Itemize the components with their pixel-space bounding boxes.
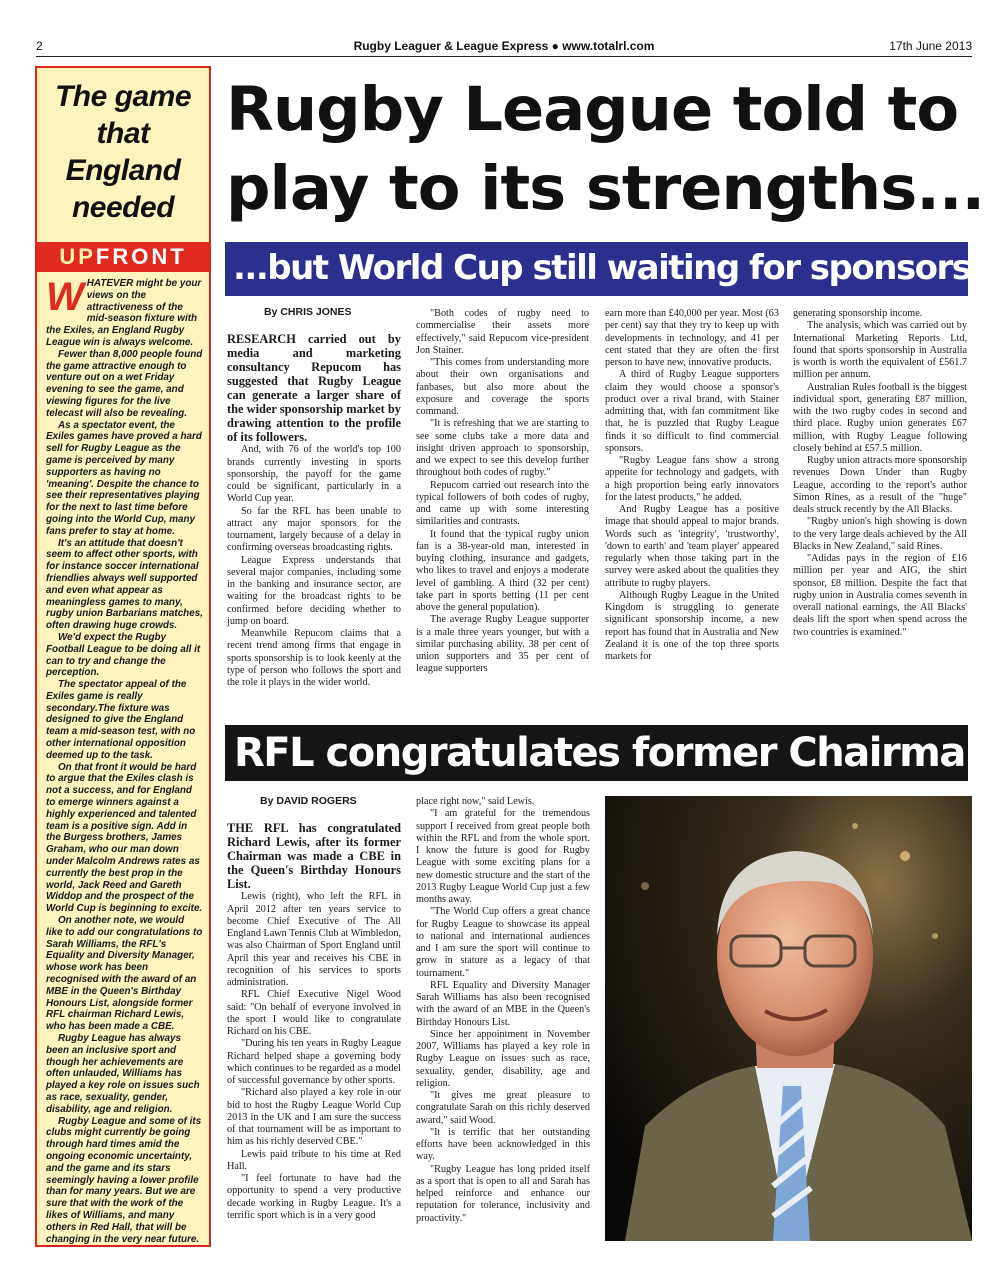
sidebar-paragraph: On that front it would be hard to argue that the Exiles clash is not a success, and for England to emerge winners against a highly experienced and talented team is a positive sign. Add in the Burgess brothers, James Graham, who our man down under Malcolm Andrews rates as currently the best prop in the world, Jack Reed and Gareth Widdop and the prospect of the World Cup is beginning to excite.: [46, 761, 203, 915]
upfront-sidebar: [35, 66, 211, 1247]
paragraph: "It is terrific that her outstanding efforts have been acknowledged in this way.: [416, 1126, 590, 1163]
paragraph: RFL Chief Executive Nigel Wood said: "On behalf of everyone involved in the sport I would like to congratulate Richard on his CBE.: [227, 989, 401, 1037]
publication-line: Rugby Leaguer & League Express ● www.totalrl.com: [353, 39, 655, 53]
sidebar-paragraph: Rugby League and some of its clubs might currently be going through hard times amid the ongoing economic uncertainty, and the game and its stars seemingly having a lower profile than for many years. But we are sure that with the work of the likes of Williams, and many others in Red Hall, that will be changing in the very near future.: [46, 1115, 202, 1245]
paragraph: "It gives me great pleasure to congratulate Sarah on this richly deserved award," said Wood.: [416, 1090, 590, 1126]
sidebar-paragraph: HATEVER might be your views on the attractiveness of the mid-season fixture with the Exiles, an England Rugby League win is always welcome.: [46, 278, 202, 348]
paragraph: The analysis, which was carried out by International Marketing Reports Ltd, found that sports sponsorship in Australia is worth is worth the equivalent of £561.7 million per annum.: [793, 320, 967, 381]
story-lead: RESEARCH carried out by media and marketing consultancy Repucom has suggested that Rugby League can generate a larger share of the wider sponsorship market by drawing attention to the profile of its followers.: [227, 332, 401, 445]
richard-lewis-photo: [605, 796, 972, 1241]
paragraph: Repucom carried out research into the typical followers of both codes of rugby, and came up with some interesting similarities and contrasts.: [416, 479, 589, 528]
paragraph: The average Rugby League supporter is a male three years younger, but with a similar purchasing ability. 38 per cent of union supporters and 35 per cent of league supporters: [416, 614, 589, 675]
paragraph: RFL Equality and Diversity Manager Sarah Williams has also been recognised with the award of an MBE in the Queen's Birthday Honours List.: [416, 979, 590, 1028]
paragraph: earn more than £40,000 per year. Most (63 per cent) say that they try to keep up with developments in technology, and 41 per cent stated that they are often the first person to have new, innovative products.: [605, 308, 779, 368]
paragraph: "Richard also played a key role in our bid to host the Rugby League World Cup 2013 in the UK and I am sure the success of that tournament will be as important to him as his richly deserved CBE.": [227, 1087, 401, 1148]
paragraph: "I feel fortunate to have had the opportunity to spend a very productive decade working in Rugby League. It's a terrific sport which is in a very good: [227, 1173, 401, 1221]
main-headline: Rugby League told to play to its strengths...: [226, 74, 985, 224]
upfront-up: UP: [59, 244, 96, 269]
paragraph: So far the RFL has been unable to attract any major sponsors for the tournament, largely because of a delay in confirming overseas broadcasting rights.: [227, 505, 401, 554]
paragraph: "I am grateful for the tremendous support I received from great people both within the RFL and from the whole sport. I know the future is good for Rugby League with some exciting plans for a new domestic structure and the start of the 2013 Rugby League World Cup just a few months away.: [416, 808, 590, 905]
paragraph: It found that the typical rugby union fan is a 38-year-old man, interested in buying clothing, insurance and gadgets, who likes to travel and enjoys a moderate level of gambling. A third (32 per cent) take part in sports betting (11 per cent above the general population).: [416, 528, 589, 613]
paragraph: "Rugby League fans show a strong appetite for technology and gadgets, with a high proportion being early innovators for the latest products," he added.: [605, 455, 779, 503]
story2-column-2: [416, 796, 590, 1225]
upfront-front: FRONT: [95, 244, 187, 269]
paragraph: "Both codes of rugby need to commercialise their assets more effectively," said Repucom vice-president Jon Stainer.: [416, 308, 589, 356]
sidebar-paragraph: The spectator appeal of the Exiles game is really secondary.The fixture was designed to give the England team a mid-season test, with no other international opposition deemed up to the task.: [46, 679, 196, 761]
sidebar-paragraph: Rugby League has always been an inclusive sport and though her achievements are often unlauded, Williams has played a key role on issues such as race, sexuality, gender, disability, age and religion.: [46, 1033, 200, 1115]
paragraph: Since her appointment in November 2007, Williams has played a key role in Rugby League on issues such as race, sexuality, gender, disability, age and religion.: [416, 1028, 590, 1089]
sidebar-paragraph: Fewer than 8,000 people found the game attractive enough to venture out on a wet Friday evening to see the game, and viewing figures for the live telecast will also be revealing.: [46, 348, 203, 419]
paragraph: Although Rugby League in the United Kingdom is struggling to generate significant sponsorship income, a new report has found that in Australia and New Zealand it is one of the top three sports markets for: [605, 589, 779, 662]
subheadline: ...but World Cup still waiting for sponsors: [233, 248, 971, 288]
sidebar-body: [37, 272, 209, 1245]
paragraph: And Rugby League has a positive image that should appeal to major brands. Words such as 'integrity', 'trustworthy', 'down to earth' and 'team player' appeared regularly when those taking part in the survey were asked about the qualities they attribute to rugby players.: [605, 504, 779, 589]
page-number: 2: [36, 39, 43, 53]
story1-column-4: [793, 308, 967, 639]
paragraph: And, with 76 of the world's top 100 brands currently investing in sports sponsorship, the payoff for the game could be significant, particularly in a World Cup year.: [227, 444, 401, 505]
paragraph: League Express understands that several major companies, including some in the banking and insurance sector, are waiting for the broadcast rights to be confirmed before deciding whether to jump on board.: [227, 554, 401, 627]
byline: By DAVID ROGERS: [260, 795, 357, 807]
story2-headline: RFL congratulates former Chairman: [234, 730, 992, 776]
sidebar-paragraph: On another note, we would like to add our congratulations to Sarah Williams, the RFL's Equality and Diversity Manager, whose work has been recognised with the award of an MBE in the Queen's Birthday Honours List, alongside former RFL chairman Richard Lewis, who has been made a CBE.: [46, 915, 203, 1033]
paragraph: Meanwhile Repucom claims that a recent trend among firms that engage in sports sponsorship is to look keenly at the type of person who follows the sport and the role it plays in the wider world.: [227, 628, 401, 688]
paragraph: Lewis paid tribute to his time at Red Hall.: [227, 1148, 401, 1172]
subheadline-banner: [225, 242, 971, 296]
story1-column-1: [227, 306, 401, 689]
paragraph: place right now," said Lewis.: [416, 796, 535, 807]
byline: By CHRIS JONES: [264, 306, 352, 318]
paragraph: "Rugby union's high showing is down to the very large deals achieved by the All Blacks in New Zealand," said Rines.: [793, 516, 967, 552]
story1-column-3: [605, 308, 779, 663]
issue-date: 17th June 2013: [889, 39, 972, 53]
sidebar-paragraph: It's an attitude that doesn't seem to affect other sports, with for instance soccer international friendlies always well supported and even what appear as meaningless games to many, rugby union Barbarians matches, often drawing huge crowds.: [46, 537, 203, 632]
sidebar-paragraph: We'd expect the Rugby Football League to be doing all it can to try and change the perception.: [46, 631, 201, 679]
paragraph: Lewis (right), who left the RFL in April 2012 after ten years service to become Chief Executive of The All England Lawn Tennis Club at Wimbledon, was also Chairman of Sport England until April this year and receives his CBE in recognition of his services to sports administration.: [227, 891, 401, 988]
paragraph: generating sponsorship income.: [793, 308, 923, 319]
dropcap: W: [46, 275, 84, 319]
sidebar-headline: The game that England needed: [54, 80, 192, 224]
story-lead: THE RFL has congratulated Richard Lewis, after its former Chairman was made a CBE in the Queen's Birthday Honours List.: [227, 821, 401, 892]
paragraph: "Adidas pays in the region of £16 million per year and AIG, the shirt sponsor, £8 million. Despite the fact that rugby union in Australia comes seventh in overall national earnings, the All Blacks' deals lift the sport when spend across the two countries is examined.": [793, 553, 967, 638]
paragraph: Rugby union attracts more sponsorship revenues Down Under than Rugby League, according to the report's author Simon Rines, as a result of the "huge" deals struck recently by the All Blacks.: [793, 455, 967, 515]
story2-headline-banner: [225, 725, 992, 781]
paragraph: "It is refreshing that we are starting to see some clubs take a more data and insight driven approach to sponsorship, and we expect to see this develop further throughout both codes of rugby.": [416, 418, 589, 479]
story1-column-2: [416, 308, 589, 676]
paragraph: "Rugby League has long prided itself as a sport that is open to all and Sarah has helped reinforce and enhance our reputation for tolerance, inclusivity and proactivity.": [416, 1163, 590, 1224]
story2-column-1: [227, 795, 401, 1222]
paragraph: "This comes from understanding more about their own organisations and fanbases, but also more about the exposure and coverage the sports command.: [416, 357, 589, 417]
page-header: [36, 38, 972, 57]
paragraph: "During his ten years in Rugby League Richard helped shape a governing body which continues to be regarded as a model of successful governance by other sports.: [227, 1038, 401, 1086]
paragraph: Australian Rules football is the biggest individual sport, generating £87 million, with the two rugby codes in second and third place. Rugby union generates £67 million, with Rugby League following closely behind at £57.5 million.: [793, 381, 967, 454]
portrait-illustration: [605, 796, 972, 1241]
paragraph: "The World Cup offers a great chance for Rugby League to showcase its appeal to national and international audiences and I am sure the sport will continue to grow in stature as a legacy of that tournament.": [416, 906, 590, 979]
sidebar-paragraph: As a spectator event, the Exiles games have proved a hard sell for Rugby League as the game is perceived by many supporters as having no 'meaning'. Despite the chance to see their representatives playing for the next to last time before going into the World Cup, many fans prefer to stay at home.: [46, 419, 202, 537]
paragraph: A third of Rugby League supporters claim they would choose a sponsor's product over a rival brand, with Stainer admitting that, with fan commitment like that, he is puzzled that Rugby League finds it so difficult to find commercial sponsors.: [605, 369, 779, 454]
upfront-label: [37, 242, 209, 272]
